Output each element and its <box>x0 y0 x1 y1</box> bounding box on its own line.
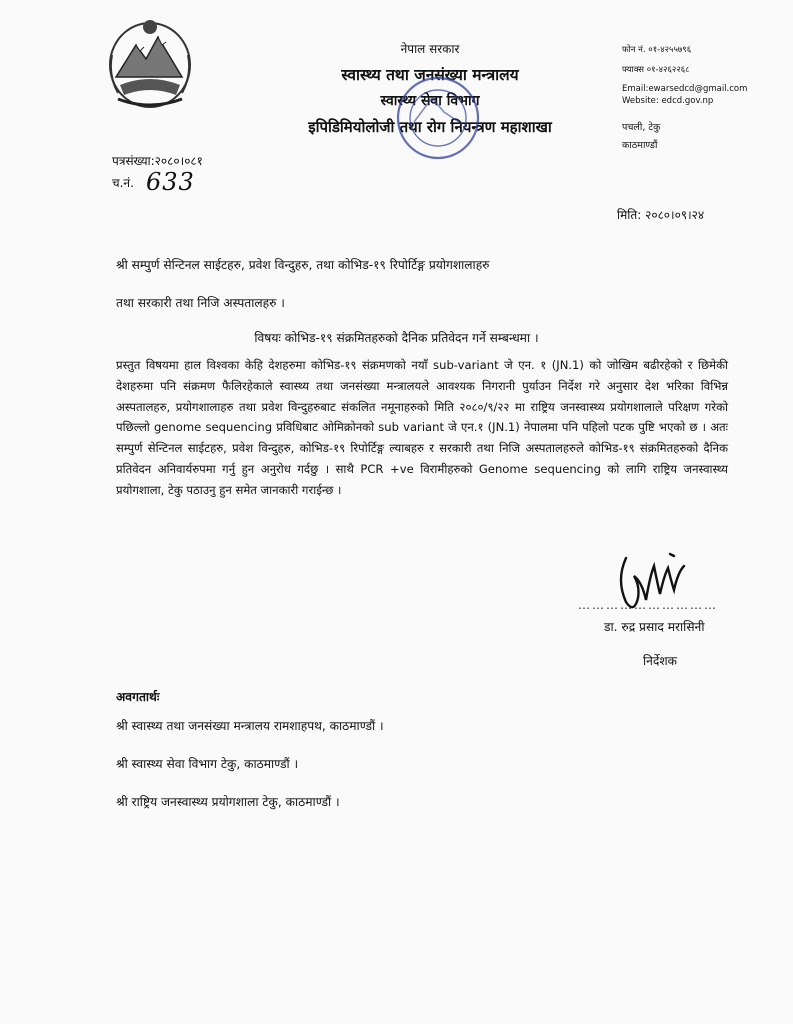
subject-line: विषयः कोभिड-१९ संक्रमितहरुको दैनिक प्रतिवेदन गर्ने सम्बन्धमा । <box>254 331 539 345</box>
contact-location: पचली, टेकु <box>622 122 661 133</box>
cc-item: श्री स्वास्थ्य सेवा विभाग टेकु, काठमाण्डौं । <box>116 757 299 771</box>
recipient-line-2: तथा सरकारी तथा निजि अस्पतालहरु । <box>116 296 285 310</box>
dispatch-number: 633 <box>146 168 195 196</box>
cc-heading: अवगतार्थः <box>116 690 160 704</box>
cc-item: श्री राष्ट्रिय जनस्वास्थ्य प्रयोगशाला टेकु, काठमाण्डौं । <box>116 795 340 809</box>
contact-website: Website: edcd.gov.np <box>622 96 714 106</box>
cc-item: श्री स्वास्थ्य तथा जनसंख्या मन्त्रालय रामशाहपथ, काठमाण्डौं । <box>116 719 384 733</box>
letter-date: मिति: २०८०।०९।२४ <box>617 208 705 222</box>
recipient-line-1: श्री सम्पुर्ण सेन्टिनल साईटहरु, प्रवेश विन्दुहरु, तथा कोभिड-१९ रिपोर्टिङ्ग प्रयोगशालाहरु <box>116 258 490 272</box>
contact-city: काठमाण्डौं <box>622 140 658 151</box>
body-paragraph: प्रस्तुत विषयमा हाल विश्वका केहि देशहरुमा कोभिड-१९ संक्रमणको नयाँ sub-variant जे एन. १ (JN.1) को जोखिम बढीरहेको र छिमेकी देशहरुमा पनि संक्रमण फैलिरहेकाले स्वास्थ्य तथा जनसंख्या मन्त्रालयले आवश्यक निगरानी पुर्याउन निर्देश गरे अनुसार देश भरिका विभिन्न अस्पतालहरु, प्रयोगशालाहरु तथा प्रवेश विन्दुहरुबाट संकलित नमूनाहरुको मिति २०८०/९/२२ मा राष्ट्रिय जनस्वास्थ्य प्रयोगशालाले परिक्षण गरेको पछिल्लो genome sequencing प्रविधिबाट ओमिक्रोनको sub variant जे एन.१ (JN.1) नेपालमा पनि पहिलो पटक पुष्टि भएको छ । अतः सम्पुर्ण सेन्टिनल साईटहरु, प्रवेश विन्दुहरु, कोभिड-१९ रिपोर्टिङ्ग ल्याबहरु र सरकारी तथा निजि अस्पतालहरुले कोभिड-१९ संक्रमितहरुको दैनिक प्रतिवेदन अनिवार्यरुपमा गर्नु हुन अनुरोध गर्दछु । साथै PCR +ve विरामीहरुको Genome sequencing को लागि राष्ट्रिय जनस्वास्थ्य प्रयोगशाला, टेकु पठाउनु हुन समेत जानकारी गराईन्छ । <box>116 358 728 497</box>
reference-number: पत्रसंख्या:२०८०।०८१ <box>112 154 203 168</box>
dispatch-label: च.नं. <box>112 176 134 190</box>
contact-phone: फोन नं. ०१-४२५५७९६ <box>622 45 692 55</box>
nepal-emblem-icon <box>106 15 194 110</box>
header-government: नेपाल सरकार <box>400 42 460 56</box>
signature-dots: ………………………… <box>578 598 718 612</box>
header-department: स्वास्थ्य सेवा विभाग <box>380 93 480 109</box>
contact-email: Email:ewarsedcd@gmail.com <box>622 84 748 94</box>
signatory-title: निर्देशक <box>643 654 678 668</box>
office-seal-stamp-icon <box>392 72 484 164</box>
header-division: इपिडिमियोलोजी तथा रोग नियन्त्रण महाशाखा <box>308 118 552 136</box>
signatory-name: डा. रुद्र प्रसाद मरासिनी <box>604 620 705 634</box>
header-ministry: स्वास्थ्य तथा जनसंख्या मन्त्रालय <box>341 66 519 84</box>
contact-fax: फ्याक्स ०१-४२६२२६८ <box>622 65 690 75</box>
